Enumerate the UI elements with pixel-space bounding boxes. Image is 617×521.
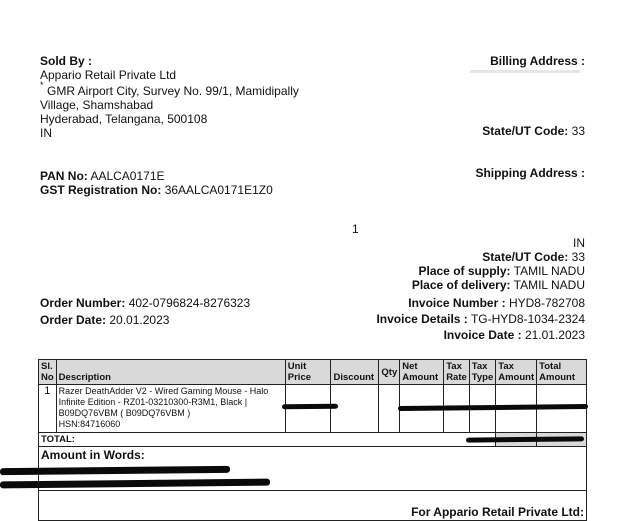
col-net-amount: Net Amount: [400, 360, 444, 385]
shipping-state-code-value: 33: [571, 250, 585, 264]
row-description: [56, 385, 285, 433]
order-date-label: Order Date:: [40, 313, 107, 327]
seller-address-line1: GMR Airport City, Survey No. 99/1, Mamidipally: [47, 84, 299, 98]
invoice-number: [408, 296, 585, 310]
shipping-state-code: [482, 250, 585, 264]
total-label: TOTAL:: [39, 433, 496, 447]
invoice-details: [376, 312, 585, 326]
gst-row: [40, 183, 273, 197]
order-number-value: 402-0796824-8276323: [128, 296, 251, 310]
order-date-value: 20.01.2023: [109, 313, 170, 327]
row-description-line1: Razer DeathAdder V2 - Wired Gaming Mouse - Halo: [58, 386, 269, 396]
pan-row: [40, 169, 165, 183]
order-number: [40, 296, 250, 310]
col-qty: Qty: [379, 360, 400, 385]
col-discount: Discount: [331, 360, 379, 385]
order-number-label: Order Number:: [40, 296, 126, 310]
row-description-line3: B09DQ76VBM ( B09DQ76VBM ): [58, 408, 191, 418]
col-tax-rate: Tax Rate: [444, 360, 470, 385]
stray-mark: 1: [352, 222, 359, 236]
table-header-row: [39, 360, 587, 385]
place-of-supply-label: Place of supply:: [418, 264, 511, 278]
col-unit-price: Unit Price: [285, 360, 331, 385]
col-tax-type: Tax Type: [469, 360, 495, 385]
redaction-mark-unit-price: [282, 404, 338, 410]
billing-state-code: [482, 124, 585, 138]
gst-value: 36AALCA0171E1Z0: [164, 183, 273, 197]
place-of-supply-value: TAMIL NADU: [513, 264, 585, 278]
invoice-number-value: HYD8-782708: [508, 296, 585, 310]
shipping-state-code-label: State/UT Code:: [482, 250, 569, 264]
col-sl-no: Sl. No: [39, 360, 57, 385]
signature-row: [39, 491, 587, 521]
seller-address-line3: Hyderabad, Telangana, 500108: [40, 112, 208, 126]
seller-name: Appario Retail Private Ltd: [40, 68, 177, 82]
pan-value: AALCA0171E: [90, 169, 165, 183]
col-tax-amount: Tax Amount: [496, 360, 537, 385]
col-total-amount: Total Amount: [537, 360, 587, 385]
invoice-date-value: 21.01.2023: [524, 328, 585, 342]
billing-address-heading: Billing Address :: [490, 54, 585, 68]
place-of-delivery: [412, 278, 585, 292]
pan-label: PAN No:: [40, 169, 88, 183]
signature-for: For Appario Retail Private Ltd:: [39, 491, 587, 521]
seller-country: IN: [40, 126, 52, 140]
invoice-number-label: Invoice Number :: [408, 296, 506, 310]
invoice-details-label: Invoice Details :: [376, 312, 468, 326]
billing-state-code-label: State/UT Code:: [482, 124, 569, 138]
place-of-delivery-label: Place of delivery:: [411, 278, 511, 292]
invoice-details-value: TG-HYD8-1034-2324: [470, 312, 585, 326]
gst-label: GST Registration No:: [40, 183, 162, 197]
invoice-date: [444, 328, 585, 342]
order-date: [40, 313, 169, 327]
billing-state-code-value: 33: [571, 124, 585, 138]
row-discount: [331, 385, 379, 433]
row-qty: [379, 385, 400, 433]
place-of-delivery-value: TAMIL NADU: [513, 278, 585, 292]
billing-redaction: [470, 70, 580, 73]
row-sl: 1: [39, 385, 57, 433]
shipping-country: IN: [573, 236, 585, 250]
shipping-address-heading: Shipping Address :: [475, 166, 585, 180]
row-description-line2: Infinite Edition - RZ01-03210300-R3M1, Black |: [58, 397, 248, 407]
row-description-line4: HSN:84716060: [58, 419, 121, 429]
col-description: Description: [56, 360, 285, 385]
asterisk-mark: *: [40, 80, 44, 90]
place-of-supply: [419, 264, 586, 278]
invoice-date-label: Invoice Date :: [443, 328, 522, 342]
seller-address-line2: Village, Shamshabad: [40, 98, 154, 112]
amount-in-words-label: Amount in Words:: [39, 447, 587, 491]
sold-by-heading: Sold By :: [40, 54, 93, 68]
